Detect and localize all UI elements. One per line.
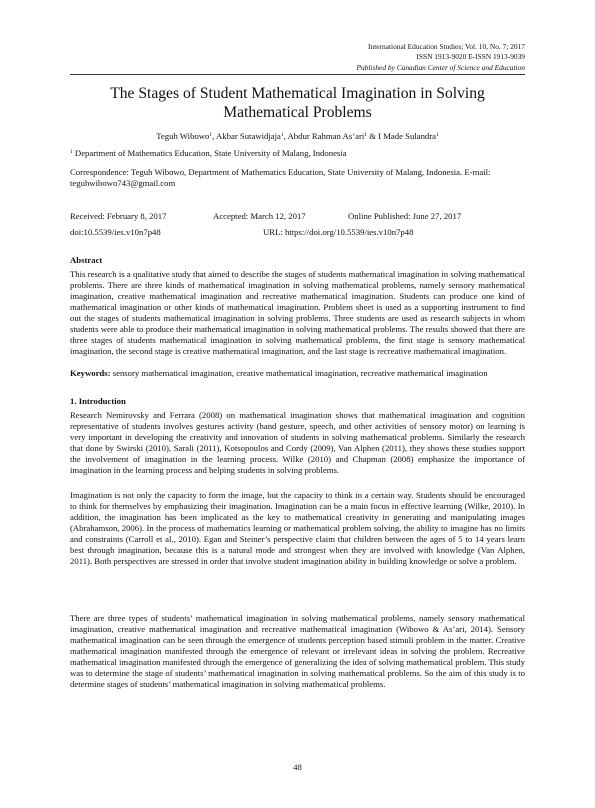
author-separator: ,: [283, 131, 288, 141]
author-affiliation-mark: 1: [280, 132, 284, 138]
issn-info: ISSN 1913-9020 E-ISSN 1913-9039: [416, 52, 525, 62]
author-name: I Made Sulandra: [378, 131, 437, 141]
url-link[interactable]: URL: https://doi.org/10.5539/ies.v10n7p48: [263, 227, 414, 237]
affiliation-mark: 1: [70, 149, 73, 155]
author-affiliation-mark: 1: [364, 132, 368, 138]
abstract-heading: Abstract: [70, 255, 103, 265]
keywords: [70, 368, 525, 379]
journal-header: [145, 42, 525, 73]
paper-title: The Stages of Student Mathematical Imagination in Solving Mathematical Problems: [110, 85, 485, 121]
header-rule: [70, 74, 525, 75]
received-date: Received: February 8, 2017: [70, 211, 167, 221]
author-separator: ,: [212, 131, 216, 141]
abstract-text: This research is a qualitative study that aimed to describe the stages of students mathematical imagination in solving mathematical problems. There are three kinds of mathematical imagination in solving mathematical problems, namely sensory mathematical imagination, creative mathematical imagination and recreative mathematical imagination. Students can produce one kind of mathematical imagination or other kinds of mathematical imagination. Problem sheet is used as a supporting instrument to find out the stages of students mathematical imagination in solving problems. Three students are used as research subjects in whom students were able to produce their mathematical imagination in solving mathematical problems. The results showed that there are three stages of students mathematical imagination in solving mathematical problems, the first stage is sensory mathematical imagination, the second stage is creative mathematical imagination, and the last stage is recreative mathematical imagination.: [70, 269, 525, 357]
author-name: Akbar Sutawidjaja: [216, 131, 281, 141]
publisher-info: Published by Canadian Center of Science and Education: [356, 62, 525, 72]
accepted-date: Accepted: March 12, 2017: [213, 211, 306, 221]
author-name: Abdur Rahman As’ari: [287, 131, 365, 141]
affiliation-text: Department of Mathematics Education, State University of Malang, Indonesia: [74, 148, 347, 158]
keywords-text: sensory mathematical imagination, creative mathematical imagination, recreative mathematical imagination: [112, 368, 488, 378]
section-heading: 1. Introduction: [70, 396, 126, 406]
affiliation: [70, 148, 525, 159]
doi-link[interactable]: doi:10.5539/ies.v10n7p48: [70, 227, 161, 237]
keywords-label: Keywords:: [70, 368, 111, 378]
page-number: 48: [293, 762, 302, 772]
journal-info: International Education Studies; Vol. 10, No. 7; 2017: [368, 42, 525, 51]
author-affiliation-mark: 1: [436, 132, 439, 138]
author-name: Teguh Wibowo: [156, 131, 210, 141]
author-list: [70, 131, 525, 142]
correspondence: Correspondence: Teguh Wibowo, Department of Mathematics Education, State University of Malang, Indonesia. E-mail: teguhwibowo743@gmail.com: [70, 167, 491, 188]
published-date: Online Published: June 27, 2017: [348, 211, 462, 221]
body-paragraph: There are three types of students’ mathematical imagination in solving mathematical problems, namely sensory mathematical imagination, creative mathematical imagination and recreative mathematical imagination (Wibowo & As’ari, 2014). Sensory mathematical imagination can be seen through the emergence of students perception based stimuli problem in the matter. Creative mathematical imagination manifested through the emergence of relevant or irrelevant ideas in solving the problem. Recreative mathematical imagination manifested through the emergence of generalizing the idea of solving mathematical problem. This study was to determine the stage of students’ mathematical imagination in solving mathematical problems. So the aim of this study is to determine stages of students’ mathematical imagination in solving mathematical problems.: [70, 613, 525, 690]
author-affiliation-mark: 1: [209, 132, 213, 138]
body-paragraph: Research Nemirovsky and Ferrara (2008) on mathematical imagination shows that mathematical imagination and cognition representative of students involves gestures activity (hand gesture, speech, and other activities of sensory motor) on learning is very important in developing the creativity and innovation of students in solving mathematical problems. Similarly the research that done by Swirski (2010), Sarali (2011), Kotsopoulos and Cordy (2009), Van Alphen (2011), they shows these studies support the involvement of imagination in the learning process. Wilke (2010) and Chapman (2008) emphasize the importance of imagination in the learning process and helping students in solving problems.: [70, 410, 525, 476]
author-separator: &: [367, 131, 379, 141]
body-paragraph: Imagination is not only the capacity to form the image, but the capacity to think in a certain way. Students should be encouraged to think for themselves by emphasizing their imagination. Imagination can be a main focus in effective learning (Wilke, 2010). In addition, the imagination has been implicated as the key to mathematical creativity in generating and manipulating images (Abrahamson, 2006). In the process of mathematics learning or mathematical problem solving, the ability to imagine has no limits and constraints (Carroll et al., 2010). Egan and Steiner’s perspective claim that children between the ages of 5 to 14 years learn best through imagination, because this is a natural mode and strongest when they are involved with knowledge (Van Alphen, 2011). Both perspectives are stressed in order that involve student imagination ability in building knowledge or solve a problem.: [70, 490, 525, 567]
